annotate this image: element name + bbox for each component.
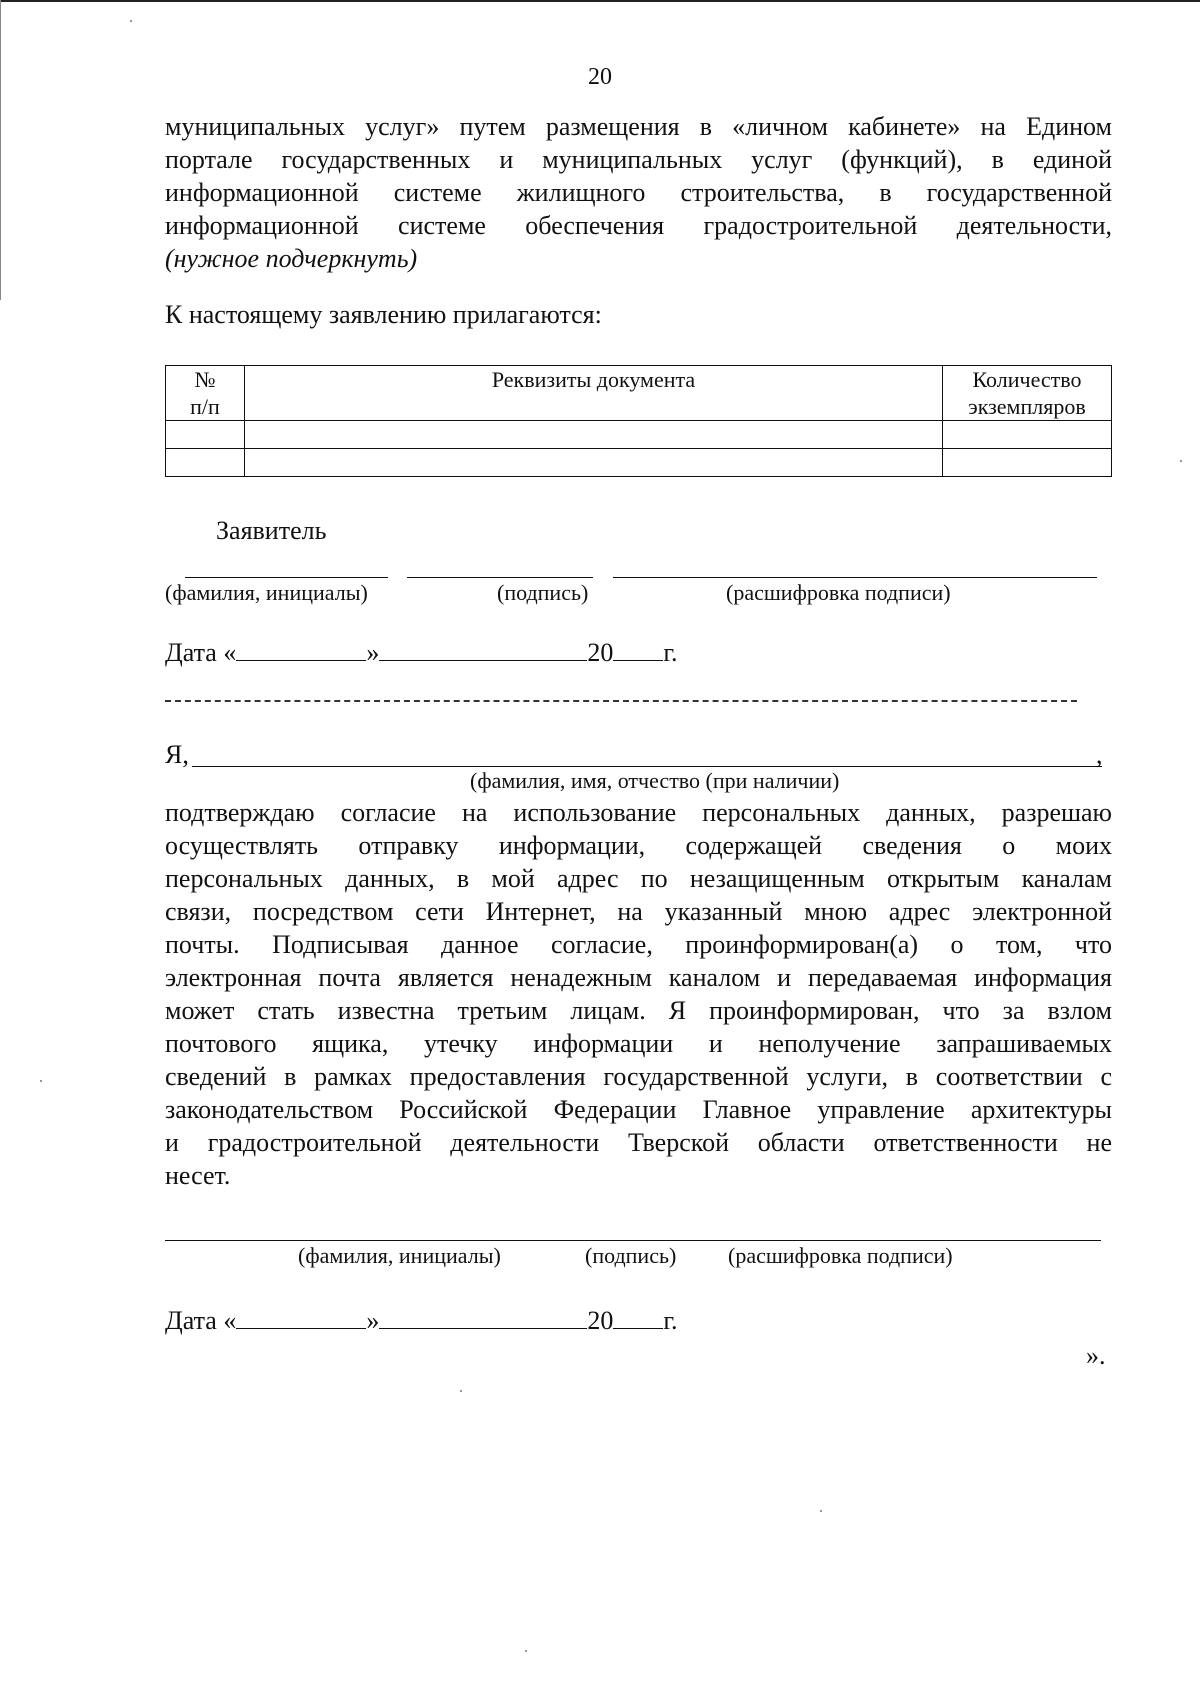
date-close-quote: » [366,1306,380,1335]
page-number: 20 [588,64,612,90]
date-year-prefix: 20 [587,638,614,667]
text-line: персональных данных, в мой адрес по незащищенным открытым каналам [165,864,1112,893]
date-year-prefix: 20 [587,1306,614,1335]
consent-prefix: Я, [165,740,189,769]
text-line: и градостроительной деятельности Тверской области ответственности не [165,1128,1112,1157]
scan-speck [460,1390,462,1392]
text-line: информационной системе жилищного строительства, в государственной [165,178,1112,207]
scan-edge-left [0,0,1,300]
table-cell[interactable] [245,421,943,449]
date-prefix: Дата « [165,638,237,667]
header-number [166,366,245,421]
date-year-field[interactable] [613,1302,663,1329]
table-row[interactable] [166,421,1112,449]
caption-signature-2: (подпись) [585,1243,677,1268]
text-line: электронная почта является ненадежным каналом и передаваемая информация [165,963,1112,992]
attachments-table [165,365,1112,477]
scan-speck [40,1080,42,1082]
name-signature-line[interactable] [185,577,388,578]
separator-dashed [165,700,1077,702]
text-line: портале государственных и муниципальных услуг (функций), в единой [165,145,1112,174]
caption-signature: (подпись) [497,580,589,605]
table-row[interactable] [166,449,1112,477]
scan-speck [820,1510,822,1512]
table-header-row [166,366,1112,421]
text-line: почтового ящика, утечку информации и неполучение запрашиваемых [165,1029,1112,1058]
scan-edge-top [0,0,1200,2]
text-line: почты. Подписывая данное согласие, проинформирован(а) о том, что [165,930,1112,959]
text-line: связи, посредством сети Интернет, на указанный мною адрес электронной [165,897,1112,926]
caption-decoding-2: (расшифровка подписи) [728,1243,953,1268]
signature-line[interactable] [407,577,593,578]
header-copies [943,366,1112,421]
date-year-suffix: г. [663,638,678,667]
attachments-intro: К настоящему заявлению прилагаются: [165,300,602,329]
header-number-line2: п/п [190,394,220,419]
underline-note: (нужное подчеркнуть) [165,244,418,273]
text-line: несет. [165,1161,231,1190]
closing-mark: ». [1086,1341,1106,1370]
header-number-line1: № [194,367,216,392]
caption-decoding: (расшифровка подписи) [726,580,951,605]
decoding-signature-line[interactable] [613,577,1097,578]
date-line-2 [165,1302,678,1336]
scan-speck [130,20,132,22]
date-month-field[interactable] [379,634,587,661]
header-copies-line1: Количество [972,367,1082,392]
date-day-field[interactable] [236,1302,366,1329]
text-line: подтверждаю согласие на использование персональных данных, разрешаю [165,798,1112,827]
signature-line-2[interactable] [165,1240,1101,1241]
text-line: сведений в рамках предоставления государственной услуги, в соответствии с [165,1062,1112,1091]
text-line: информационной системе обеспечения градостроительной деятельности, [165,211,1112,240]
consent-suffix: , [1096,740,1103,769]
scan-speck [525,1650,527,1652]
table-cell[interactable] [943,421,1112,449]
date-year-field[interactable] [613,634,663,661]
table-cell[interactable] [943,449,1112,477]
date-line [165,634,678,668]
text-line: муниципальных услуг» путем размещения в «личном кабинете» на Едином [165,112,1112,141]
date-close-quote: » [366,638,380,667]
applicant-label: Заявитель [216,516,327,545]
scan-speck [1180,460,1182,462]
table-cell[interactable] [245,449,943,477]
date-day-field[interactable] [236,634,366,661]
consent-paragraph [165,796,1112,1192]
table-cell[interactable] [166,421,245,449]
date-prefix: Дата « [165,1306,237,1335]
text-line: осуществлять отправку информации, содержащей сведения о моих [165,831,1112,860]
full-name-line[interactable] [192,766,1102,767]
date-month-field[interactable] [379,1302,587,1329]
text-line: законодательством Российской Федерации Главное управление архитектуры [165,1095,1112,1124]
header-copies-line2: экземпляров [968,394,1086,419]
text-line: может стать известна третьим лицам. Я проинформирован, что за взлом [165,996,1112,1025]
caption-name: (фамилия, инициалы) [165,580,368,605]
caption-full-name: (фамилия, имя, отчество (при наличии) [470,768,840,793]
table-cell[interactable] [166,449,245,477]
caption-name-2: (фамилия, инициалы) [298,1243,501,1268]
date-year-suffix: г. [663,1306,678,1335]
paragraph-services [165,110,1112,275]
header-document-details: Реквизиты документа [245,366,943,421]
